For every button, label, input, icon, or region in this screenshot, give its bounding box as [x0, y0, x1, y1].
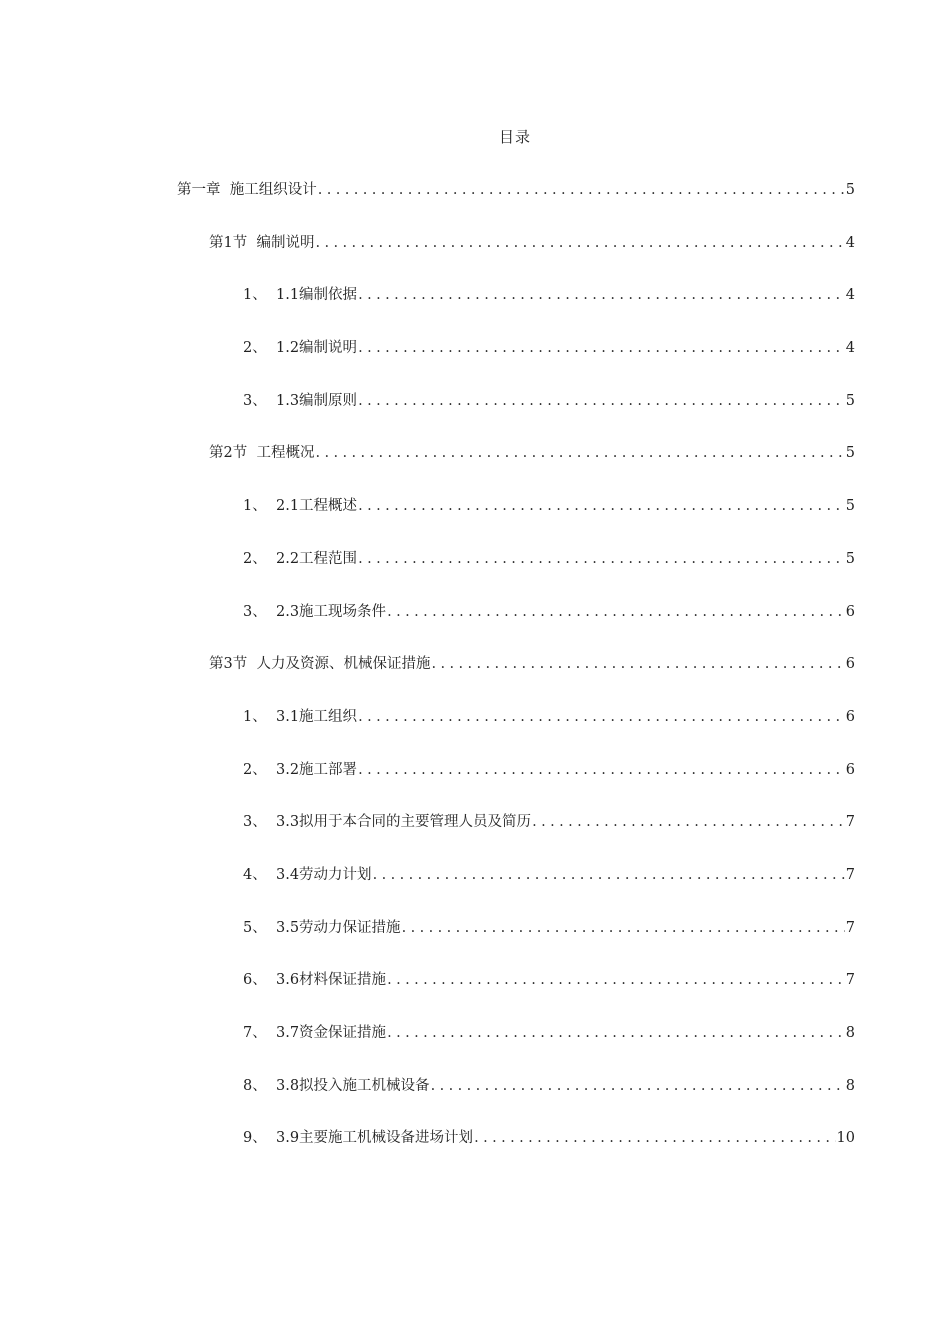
- entry-number: 2、: [243, 761, 267, 778]
- dot-leader: [402, 916, 845, 940]
- entry-number: 3、: [243, 603, 267, 620]
- dot-leader: [358, 336, 845, 360]
- toc-entry-3-6[interactable]: [0, 968, 950, 1021]
- entry-text: 3.3拟用于本合同的主要管理人员及简历: [276, 814, 532, 831]
- entry-text: 2.3施工现场条件: [276, 603, 387, 620]
- entry-text: 1.1编制依据: [276, 287, 358, 304]
- entry-number: 第3节: [209, 656, 257, 673]
- entry-text: 3.7资金保证措施: [276, 1025, 387, 1041]
- entry-text: 2.1工程概述: [276, 498, 358, 515]
- dot-leader: [431, 652, 844, 676]
- entry-page-number: 6: [845, 656, 855, 673]
- entry-text: 3.2施工部署: [276, 761, 358, 778]
- dot-leader: [387, 600, 845, 624]
- entry-page-number: 5: [845, 498, 855, 515]
- entry-page-number: 8: [845, 1077, 855, 1094]
- toc-entry-3-1[interactable]: [0, 705, 950, 758]
- entry-number: 1、: [243, 708, 267, 725]
- entry-number: 2、: [243, 340, 267, 357]
- toc-entry-1-2[interactable]: [0, 336, 950, 389]
- entry-number: 6、: [243, 972, 267, 989]
- entry-text: 3.5劳动力保证措施: [276, 919, 401, 936]
- entry-number: 第一章: [177, 182, 230, 198]
- entry-page-number: 7: [845, 972, 855, 989]
- dot-leader: [315, 231, 844, 255]
- entry-page-number: 7: [845, 919, 855, 936]
- entry-number: 第2节: [209, 445, 257, 462]
- entry-number: 8、: [243, 1077, 267, 1094]
- toc-entry-3-3[interactable]: [0, 810, 950, 863]
- entry-text: 1.3编制原则: [276, 392, 358, 409]
- toc-entry-2-2[interactable]: [0, 547, 950, 600]
- entry-page-number: 6: [845, 603, 855, 620]
- entry-text: 3.8拟投入施工机械设备: [276, 1077, 430, 1094]
- entry-number: 3、: [243, 814, 267, 831]
- dot-leader: [315, 441, 844, 465]
- toc-entry-2-3[interactable]: [0, 600, 950, 653]
- entry-page-number: 7: [845, 866, 855, 883]
- dot-leader: [373, 863, 845, 887]
- entry-page-number: 5: [845, 550, 855, 567]
- dot-leader: [358, 494, 845, 518]
- entry-number: 3、: [243, 392, 267, 409]
- entry-page-number: 5: [845, 445, 855, 462]
- toc-entry-3-2[interactable]: [0, 758, 950, 811]
- entry-text: 3.1施工组织: [276, 708, 358, 725]
- entry-text: 2.2工程范围: [276, 550, 358, 567]
- dot-leader: [387, 1021, 845, 1045]
- entry-page-number: 4: [845, 340, 855, 357]
- toc-entry-section-1[interactable]: [0, 231, 950, 284]
- toc-entry-section-2[interactable]: [0, 441, 950, 494]
- toc-entry-3-8[interactable]: [0, 1074, 950, 1127]
- toc-entry-1-1[interactable]: [0, 283, 950, 336]
- toc-entry-2-1[interactable]: [0, 494, 950, 547]
- dot-leader: [474, 1126, 835, 1150]
- dot-leader: [532, 810, 845, 834]
- entry-page-number: 6: [845, 708, 855, 725]
- entry-text: 编制说明: [256, 234, 315, 251]
- dot-leader: [431, 1074, 845, 1098]
- entry-text: 施工组织设计: [229, 182, 317, 198]
- entry-page-number: 4: [845, 287, 855, 304]
- dot-leader: [358, 705, 845, 729]
- entry-number: 1、: [243, 498, 267, 515]
- entry-number: 第1节: [209, 234, 257, 251]
- entry-number: 5、: [243, 919, 267, 936]
- dot-leader: [358, 547, 845, 571]
- entry-page-number: 8: [845, 1025, 855, 1041]
- dot-leader: [387, 968, 845, 992]
- toc-list: [0, 178, 950, 1179]
- toc-title: 目录: [498, 128, 531, 146]
- entry-page-number: 5: [845, 182, 855, 198]
- dot-leader: [358, 389, 845, 413]
- entry-page-number: 6: [845, 761, 855, 778]
- toc-entry-section-3[interactable]: [0, 652, 950, 705]
- entry-text: 人力及资源、机械保证措施: [256, 656, 431, 673]
- entry-number: 1、: [243, 287, 267, 304]
- toc-entry-3-5[interactable]: [0, 916, 950, 969]
- entry-page-number: 7: [845, 814, 855, 831]
- entry-text: 1.2编制说明: [276, 340, 358, 357]
- toc-entry-chapter-1[interactable]: [0, 178, 950, 231]
- toc-entry-3-9[interactable]: [0, 1126, 950, 1179]
- entry-number: 4、: [243, 866, 267, 883]
- dot-leader: [318, 178, 845, 202]
- entry-text: 3.6材料保证措施: [276, 972, 387, 989]
- entry-number: 2、: [243, 550, 267, 567]
- entry-page-number: 10: [836, 1130, 855, 1147]
- entry-text: 工程概况: [256, 445, 315, 462]
- dot-leader: [358, 758, 845, 782]
- entry-page-number: 4: [845, 234, 855, 251]
- dot-leader: [358, 283, 845, 307]
- entry-text: 3.4劳动力计划: [276, 866, 372, 883]
- toc-entry-3-4[interactable]: [0, 863, 950, 916]
- toc-entry-1-3[interactable]: [0, 389, 950, 442]
- entry-page-number: 5: [845, 392, 855, 409]
- entry-text: 3.9主要施工机械设备进场计划: [276, 1130, 474, 1147]
- toc-entry-3-7[interactable]: [0, 1021, 950, 1074]
- entry-number: 7、: [243, 1025, 267, 1041]
- entry-number: 9、: [243, 1130, 267, 1147]
